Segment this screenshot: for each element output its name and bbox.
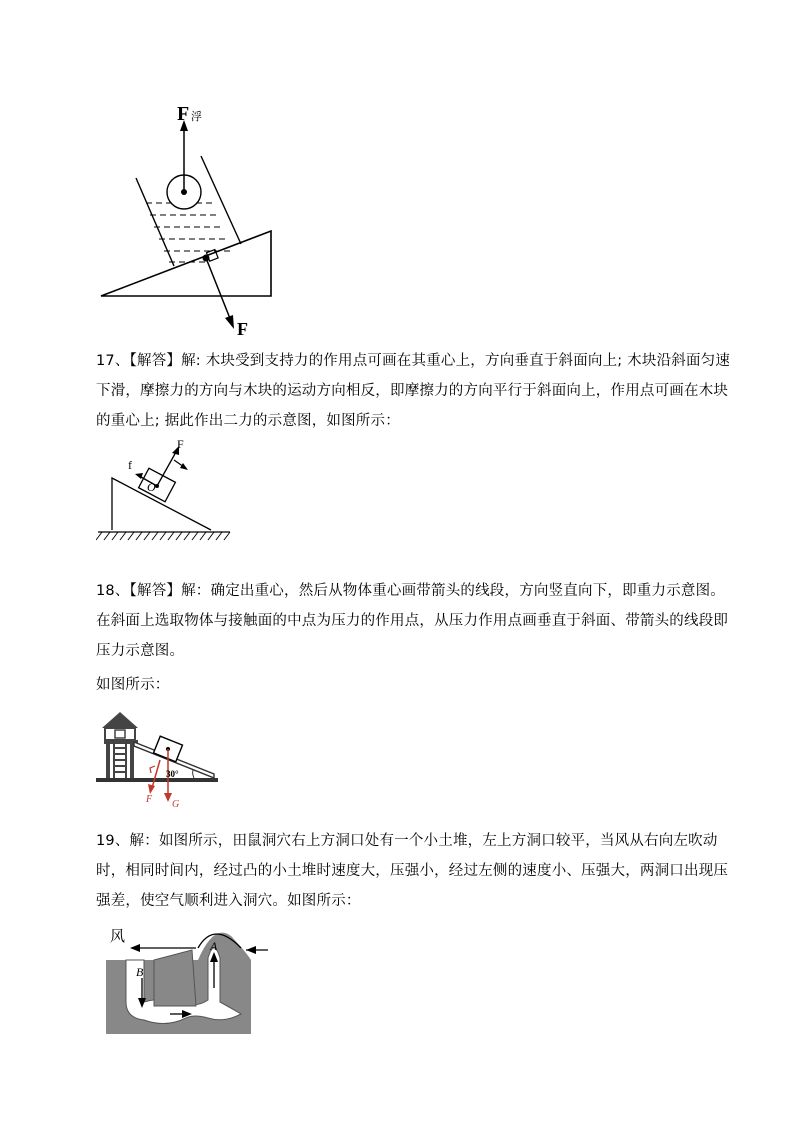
label-F: F (177, 437, 184, 451)
figure-burrow-airflow (96, 918, 282, 1040)
label-force-down: F (237, 319, 248, 339)
incline-triangle (101, 231, 271, 296)
label-F: F (146, 794, 153, 805)
ground-base (96, 778, 218, 782)
label-buoyancy: F (177, 103, 190, 125)
gravity-arrowhead (164, 793, 172, 802)
label-O: O (147, 480, 156, 494)
label-G: G (172, 799, 180, 810)
soil-mound (198, 933, 251, 960)
figure-buoyancy-incline (96, 96, 286, 346)
label-A: A (210, 939, 218, 953)
pressure-arrowhead (148, 784, 155, 794)
ladder (114, 742, 126, 778)
q17-answer-text: 17、【解答】解: 木块受到支持力的作用点可画在其重心上，方向垂直于斜面向上; 木块沿斜面匀速下滑，摩擦力的方向与木块的运动方向相反，即摩擦力的方向平行于斜面向上，作用点可画在木块的重心上; 据此作出二力的示意图，如图所示： (96, 353, 731, 429)
q19-answer-text: 19、解：如图所示，田鼠洞穴右上方洞口处有一个小土堆，左上方洞口较平，当风从右向左吹动时，相同时间内，经过凸的小土堆时速度大，压强小，经过左侧的速度小、压强大，两洞口出现压强差，使空气顺利进入洞穴。如图所示： (96, 833, 729, 909)
figure-block-on-incline (96, 436, 236, 544)
label-wind: 风 (110, 929, 126, 945)
q18-line3: 如图所示： (96, 677, 170, 693)
house-roof (102, 712, 138, 728)
q18-line1: 18、【解答】解：确定出重心，然后从物体重心画带箭头的线段，方向竖直向下，即重力示意图。 (96, 583, 725, 599)
pressure-arrowhead (225, 315, 234, 329)
container-right-wall (201, 156, 241, 244)
q18-line2: 在斜面上选取物体与接触面的中点为压力的作用点，从压力作用点画垂直于斜面、带箭头的线段即压力示意图。 (96, 613, 729, 659)
label-B: B (136, 965, 144, 979)
ground-hatching (96, 532, 230, 540)
label-angle: 30° (166, 769, 179, 779)
label-f: f (128, 458, 132, 472)
figure-slide (96, 710, 226, 810)
label-buoyancy-sub: 浮 (191, 111, 202, 123)
